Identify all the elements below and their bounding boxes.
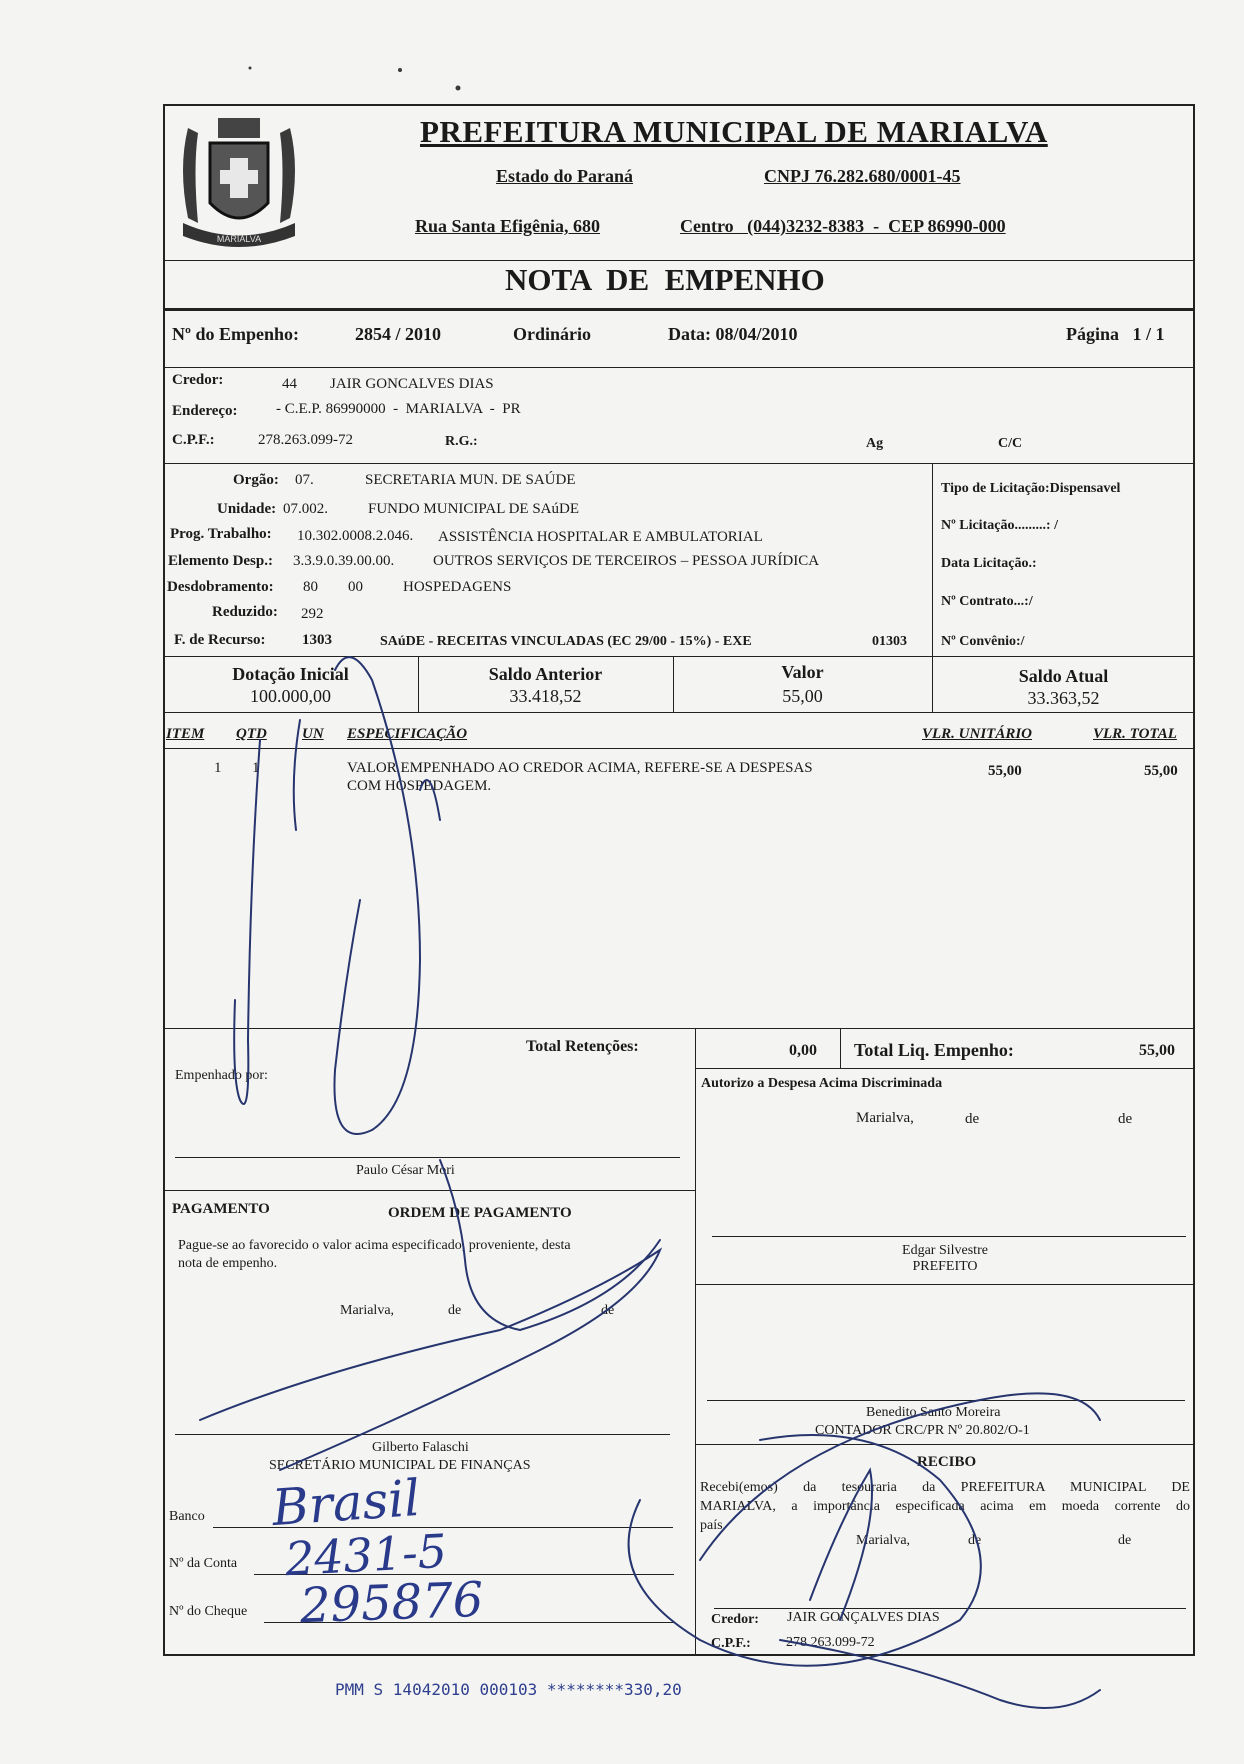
orgao-code: 07. [295,472,314,488]
reduzido-label: Reduzido: [212,604,278,620]
col-especificacao: ESPECIFICAÇÃO [347,726,468,742]
empenhado-por-label: Empenhado por: [175,1068,268,1083]
recibo-cpf-label: C.P.F.: [711,1636,751,1651]
endereco-value: - C.E.P. 86990000 - MARIALVA - PR [276,401,521,417]
col-item: ITEM [166,726,205,742]
total-retencoes-value: 0,00 [789,1042,817,1059]
recurso-name: SAúDE - RECEITAS VINCULADAS (EC 29/00 - 15%) - EXE [380,634,752,649]
saldo-atual-value: 33.363,52 [1027,688,1100,708]
cnpj-label: CNPJ 76.282.680/0001-45 [764,166,961,186]
saldo-anterior-label: Saldo Anterior [488,664,603,684]
pagamento-label: PAGAMENTO [172,1201,270,1217]
ordem-de-2: de [601,1303,615,1318]
dotacao-inicial-value: 100.000,00 [250,686,331,706]
secretario-role: SECRETÁRIO MUNICIPAL DE FINANÇAS [269,1458,531,1473]
empenho-number: 2854 / 2010 [355,324,442,344]
empenho-date: Data: 08/04/2010 [668,324,798,344]
ordem-marialva: Marialva, [340,1303,395,1318]
cpf-value: 278.263.099-72 [258,432,353,448]
total-liquido-value: 55,00 [1139,1042,1175,1059]
autorizo-label: Autorizo a Despesa Acima Discriminada [701,1076,943,1091]
cheque-label: Nº do Cheque [169,1604,248,1619]
credor-code: 44 [282,376,297,392]
autorizo-de-1: de [965,1111,980,1127]
endereco-label: Endereço: [172,403,238,419]
desdobramento-a: 80 [303,579,318,595]
recurso-code: 1303 [302,632,332,648]
recibo-marialva: Marialva, [856,1533,911,1548]
elemento-code: 3.3.9.0.39.00.00. [293,553,395,569]
contact-label: Centro (044)3232-8383 - CEP 86990-000 [680,216,1006,236]
recibo-cpf: 278.263.099-72 [786,1635,875,1650]
orgao-name: SECRETARIA MUN. DE SAÚDE [365,472,576,488]
svg-text:MARIALVA: MARIALVA [216,234,262,244]
recibo-de-1: de [968,1533,982,1548]
rg-label: R.G.: [445,434,478,449]
table-row-spec-2: COM HOSPEDAGEM. [347,778,492,794]
col-qtd: QTD [236,726,267,742]
secretario-name: Gilberto Falaschi [372,1440,469,1455]
table-row-spec-1: VALOR EMPENHADO AO CREDOR ACIMA, REFERE-SE A DESPESAS [347,760,813,776]
empenhado-por-name: Paulo César Mori [356,1163,455,1178]
pague-text-1: Pague-se ao favorecido o valor acima especificado, proveniente, desta [178,1238,571,1253]
handwritten-conta: 2431-5 [283,1523,449,1587]
col-vlr-total: VLR. TOTAL [1093,726,1177,742]
page-number: Página 1 / 1 [1066,324,1165,344]
desdobramento-b: 00 [348,579,363,595]
prefeito-role: PREFEITO [912,1259,978,1274]
state-label: Estado do Paraná [496,166,634,186]
total-retencoes-label: Total Retenções: [526,1038,639,1055]
table-row-item: 1 [214,760,222,776]
address-label: Rua Santa Efigênia, 680 [415,216,601,236]
tipo-licitacao: Tipo de Licitação:Dispensavel [941,481,1121,496]
bank-stamp: PMM S 14042010 000103 ********330,20 [335,1680,682,1699]
unidade-code: 07.002. [283,501,328,517]
saldo-atual-label: Saldo Atual [1018,666,1109,686]
empenho-type: Ordinário [513,324,592,344]
desdobramento-name: HOSPEDAGENS [403,579,512,595]
handwritten-banco: Brasil [270,1468,422,1538]
handwritten-cheque: 295876 [299,1571,485,1635]
total-liquido-label: Total Liq. Empenho: [854,1040,1014,1060]
orgao-label: Orgão: [233,472,279,488]
conta-label: Nº da Conta [169,1556,238,1571]
ag-label: Ag [866,436,884,451]
recurso-label: F. de Recurso: [174,632,266,648]
valor-value: 55,00 [782,686,823,706]
recibo-text-3: país. [700,1518,727,1533]
table-row-qtd: 1 [252,760,260,776]
numero-convenio: Nº Convênio:/ [941,634,1025,649]
elemento-name: OUTROS SERVIÇOS DE TERCEIROS – PESSOA JURÍDICA [433,553,820,569]
numero-licitacao: Nº Licitação.........: / [941,518,1058,533]
banco-label: Banco [169,1509,205,1524]
recibo-credor-name: JAIR GONÇALVES DIAS [787,1610,940,1625]
empenho-number-label: Nº do Empenho: [172,324,299,344]
data-licitacao: Data Licitação.: [941,556,1037,571]
prog-label: Prog. Trabalho: [170,526,272,542]
recibo-text-1: Recebi(emos) da tesouraria da PREFEITURA MUNICIPAL DE [700,1480,1190,1495]
numero-contrato: Nº Contrato...:/ [941,594,1033,609]
unidade-name: FUNDO MUNICIPAL DE SAúDE [368,501,579,517]
autorizo-marialva: Marialva, [856,1110,914,1126]
pague-text-2: nota de empenho. [178,1256,278,1271]
recibo-de-2: de [1118,1533,1132,1548]
cc-label: C/C [998,436,1023,451]
ordem-de-1: de [448,1303,462,1318]
table-row-unit: 55,00 [988,763,1022,779]
ordem-pagamento-label: ORDEM DE PAGAMENTO [388,1205,572,1221]
col-un: UN [302,726,324,742]
recibo-text-2: MARIALVA, a importância especificada acima em moeda corrente do [700,1499,1190,1514]
recibo-credor-label: Credor: [711,1612,759,1627]
municipality-title: PREFEITURA MUNICIPAL DE MARIALVA [420,114,1048,149]
col-vlr-unitario: VLR. UNITÁRIO [922,726,1033,742]
prog-name: ASSISTÊNCIA HOSPITALAR E AMBULATORIAL [438,529,763,545]
recurso-code-2: 01303 [872,634,907,649]
contador-name: Benedito Santo Moreira [866,1405,1001,1420]
prefeito-name: Edgar Silvestre [902,1243,988,1258]
credor-label: Credor: [172,372,224,388]
contador-role: CONTADOR CRC/PR Nº 20.802/O-1 [815,1423,1030,1438]
credor-name: JAIR GONCALVES DIAS [330,376,494,392]
table-row-total: 55,00 [1144,763,1178,779]
document-title: NOTA DE EMPENHO [505,262,825,297]
saldo-anterior-value: 33.418,52 [509,686,582,706]
dotacao-inicial-label: Dotação Inicial [232,664,349,684]
elemento-label: Elemento Desp.: [168,553,273,569]
reduzido-value: 292 [301,606,324,622]
recibo-label: RECIBO [917,1454,977,1470]
prog-code: 10.302.0008.2.046. [297,528,414,544]
desdobramento-label: Desdobramento: [167,579,274,595]
unidade-label: Unidade: [217,501,277,517]
valor-label: Valor [781,662,824,682]
cpf-label: C.P.F.: [172,432,215,448]
autorizo-de-2: de [1118,1111,1133,1127]
